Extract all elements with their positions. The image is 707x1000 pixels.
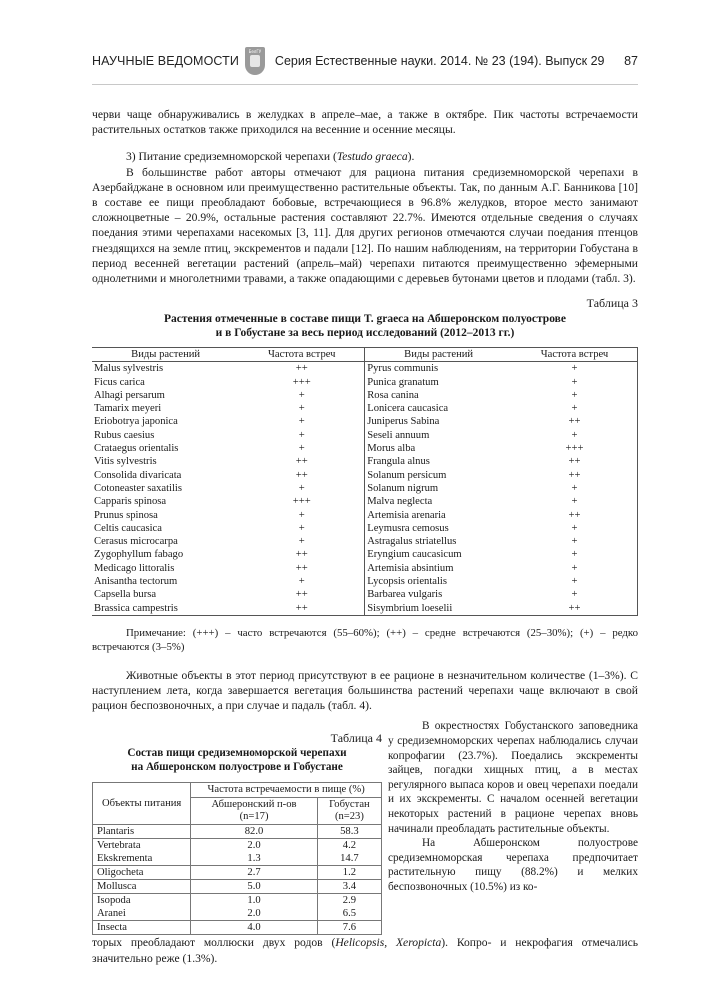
frequency-cell: + [239, 509, 364, 522]
species-cell: Cerasus microcarpa [94, 536, 178, 548]
species-cell: Leymusra cemosus [367, 522, 449, 534]
table4-diet [92, 782, 382, 935]
frequency-cell: ++ [239, 588, 364, 601]
frequency-cell: ++ [239, 562, 364, 575]
table-row [92, 588, 638, 601]
paragraph-1: черви чаще обнаруживались в желудках в апреле–мае, а также в октябре. Пик частоты встречаемости растительных остатков также приходился на весенние и осенние месяцы. [92, 108, 638, 137]
species-cell: Rubus caesius [94, 429, 155, 441]
paragraph-4: В окрестностях Гобустанского заповедника у средиземноморских черепах наблюдались случаи копрофагии (23.7%). Поедались экскременты зайцев, погадки хищных птиц, а в местах регулярного выпаса коров и овец черепахи поедали и их экскременты. С началом осенней вегетации некоторых растений в рационе черепах вновь начинали преобладать растительные объекты. [388, 720, 638, 835]
species-cell: Astragalus striatellus [367, 536, 457, 548]
col-header-objects: Объекты питания [93, 783, 191, 825]
table-row [92, 389, 638, 402]
percent-cell: 58.3 [317, 825, 381, 839]
frequency-cell: + [239, 442, 364, 455]
species-cell: Medicago littoralis [94, 562, 175, 574]
table3-note: Примечание: (+++) – часто встречаются (55–60%); (++) – средне встречаются (25–30%); (+) – редко встречаются (3–5%) [92, 626, 638, 653]
table4-block [92, 715, 382, 935]
frequency-cell: ++ [239, 362, 364, 376]
table4-title: Состав пищи средиземноморской черепахи на Абшеронском полуострове и Гобустане [127, 747, 347, 773]
section-heading: 3) Питание средиземноморской черепахи (Testudo graeca). [126, 150, 415, 164]
species-cell: Vitis sylvestris [94, 456, 157, 468]
species-cell: Frangula alnus [367, 456, 430, 468]
frequency-cell: +++ [239, 376, 364, 389]
right-column-text [382, 715, 638, 935]
page-number: 87 [624, 54, 638, 68]
frequency-cell: +++ [512, 442, 637, 455]
frequency-cell: ++ [512, 415, 637, 428]
table-row [92, 495, 638, 508]
frequency-cell: ++ [512, 469, 637, 482]
table-row [92, 442, 638, 455]
table-row [92, 429, 638, 442]
table-row [93, 866, 382, 880]
table-row [93, 880, 382, 894]
species-cell: Malus sylvestris [94, 363, 164, 375]
food-object-cell: Oligocheta [93, 866, 191, 880]
logo-caption: БелГУ [248, 49, 262, 54]
percent-cell: 6.5 [317, 907, 381, 921]
journal-title: НАУЧНЫЕ ВЕДОМОСТИ [92, 54, 239, 68]
food-object-cell: Aranei [93, 907, 191, 921]
percent-cell: 2.9 [317, 894, 381, 908]
frequency-cell: ++ [512, 602, 637, 616]
table-row [92, 455, 638, 468]
species-cell: Seseli annuum [367, 429, 430, 441]
species-cell: Malva neglecta [367, 496, 433, 508]
species-cell: Artemisia absintium [367, 562, 454, 574]
species-cell: Brassica campestris [92, 602, 239, 616]
frequency-cell: + [512, 376, 637, 389]
species-cell: Capsella bursa [94, 589, 157, 601]
frequency-cell: + [512, 495, 637, 508]
percent-cell: 4.0 [191, 921, 318, 935]
header-divider [92, 84, 638, 85]
rider-emblem-icon [250, 55, 260, 67]
running-header [92, 44, 638, 78]
percent-cell: 2.7 [191, 866, 318, 880]
frequency-cell: + [512, 575, 637, 588]
percent-cell: 5.0 [191, 880, 318, 894]
frequency-cell: + [239, 522, 364, 535]
frequency-cell: ++ [512, 455, 637, 468]
species-cell: Rosa canina [367, 389, 419, 401]
table-row [92, 482, 638, 495]
frequency-cell: ++ [239, 455, 364, 468]
frequency-cell: ++ [239, 469, 364, 482]
species-cell: Pyrus communis [367, 363, 439, 375]
col-header-species: Виды растений [365, 348, 512, 362]
food-object-cell: Mollusca [93, 880, 191, 894]
university-logo-icon [245, 47, 265, 75]
frequency-cell: + [512, 482, 637, 495]
food-object-cell: Insecta [93, 921, 191, 935]
species-cell: Barbarea vulgaris [367, 589, 443, 601]
percent-cell: 3.4 [317, 880, 381, 894]
frequency-cell: ++ [239, 548, 364, 561]
species-cell: Sisymbrium loeselii [365, 602, 512, 616]
species-cell: Anisantha tectorum [94, 575, 178, 587]
table-row [92, 548, 638, 561]
species-cell: Artemisia arenaria [367, 509, 446, 521]
table-row [92, 535, 638, 548]
species-cell: Lycopsis orientalis [367, 575, 447, 587]
two-column-section [92, 715, 638, 935]
percent-cell: 14.7 [317, 852, 381, 866]
frequency-cell: + [512, 535, 637, 548]
frequency-cell: ++ [512, 509, 637, 522]
frequency-cell: + [239, 575, 364, 588]
frequency-cell: + [239, 429, 364, 442]
table-row [92, 415, 638, 428]
col-header-frequency: Частота встреч [512, 348, 637, 362]
species-cell: Morus alba [367, 443, 416, 455]
percent-cell: 7.6 [317, 921, 381, 935]
table-row [92, 602, 638, 616]
series-info: Серия Естественные науки. 2014. № 23 (194). Выпуск 29 [274, 54, 605, 68]
species-cell: Consolida divaricata [94, 469, 182, 481]
percent-cell: 1.2 [317, 866, 381, 880]
table-row [92, 562, 638, 575]
food-object-cell: Isopoda [93, 894, 191, 908]
percent-cell: 1.3 [191, 852, 318, 866]
frequency-cell: +++ [239, 495, 364, 508]
species-cell: Eriobotrya japonica [94, 416, 178, 428]
percent-cell: 2.0 [191, 839, 318, 853]
table-row [92, 575, 638, 588]
paragraph-5: На Абшеронском полуострове средиземноморская черепаха предпочитает растительную пищу (88.2%) и мелких беспозвоночных (10.5%) из ко- [388, 837, 638, 894]
col-header-gobustan: Гобустан (n=23) [317, 798, 381, 825]
table-row [92, 402, 638, 415]
frequency-cell: + [239, 482, 364, 495]
species-cell: Cotoneaster saxatilis [94, 482, 182, 494]
frequency-cell: + [239, 535, 364, 548]
frequency-cell: + [512, 562, 637, 575]
frequency-cell: + [512, 402, 637, 415]
species-cell: Capparis spinosa [94, 496, 167, 508]
species-cell: Celtis caucasica [94, 522, 162, 534]
frequency-cell: ++ [239, 602, 364, 616]
table-row [93, 825, 382, 839]
table-row [92, 376, 638, 389]
species-cell: Eryngium caucasicum [367, 549, 462, 561]
species-cell: Zygophyllum fabago [94, 549, 184, 561]
table3-title: Растения отмеченные в составе пищи T. graeca на Абшеронском полуострове и в Гобустане за весь период исследований (2012–2013 гг.) [163, 313, 566, 340]
percent-cell: 4.2 [317, 839, 381, 853]
frequency-cell: + [239, 389, 364, 402]
species-cell: Lonicera caucasica [367, 403, 449, 415]
food-object-cell: Plantaris [93, 825, 191, 839]
col-header-frequency: Частота встреч [239, 348, 364, 362]
food-object-cell: Vertebrata [93, 839, 191, 853]
frequency-cell: + [512, 362, 637, 376]
table-row [92, 522, 638, 535]
table3-plants [92, 347, 638, 616]
percent-cell: 2.0 [191, 907, 318, 921]
species-cell: Juniperus Sabina [367, 416, 440, 428]
table-row [92, 509, 638, 522]
table-row [93, 894, 382, 908]
journal-page [92, 44, 638, 966]
frequency-cell: + [239, 415, 364, 428]
table-row [93, 839, 382, 853]
percent-cell: 1.0 [191, 894, 318, 908]
table-row [93, 852, 382, 866]
species-cell: Solanum persicum [367, 469, 447, 481]
species-cell: Solanum nigrum [367, 482, 439, 494]
table4-label: Таблица 4 [330, 731, 382, 746]
col-header-absheron: Абшеронский п-ов (n=17) [191, 798, 318, 825]
table-row [92, 469, 638, 482]
paragraph-2: В большинстве работ авторы отмечают для рациона питания средиземноморской черепахи в Азербайджане в основном или преимущественно растительные объекты. Так, по данным А.Г. Банникова [10] в составе ее пищи преобладают бобовые, встречающиеся в 96.8% желудков, второе место занимают сложноцветные – 20.9%, остальные растения составляют 22.7%. Имеются отдельные сведения о случаях поедания этими черепахами насекомых [3, 11]. Для других регионов отмечаются случаи поедания птенцов гнездящихся на земле птиц, экскрементов и падали [12]. По нашим наблюдениям, на территории Гобустана в период весенней вегетации растений (апрель–май) черепахи питаются преимущественно эфемерными однолетними и многолетними травами, а также опадающими с деревьев бутонами цветов и плодами (табл. 3). [92, 165, 638, 286]
percent-cell: 82.0 [191, 825, 318, 839]
col-header-frequency: Частота встречаемости в пище (%) [191, 783, 382, 798]
col-header-species: Виды растений [92, 348, 239, 362]
frequency-cell: + [512, 522, 637, 535]
table-row [93, 921, 382, 935]
species-cell: Crataegus orientalis [94, 443, 179, 455]
frequency-cell: + [239, 402, 364, 415]
species-cell: Tamarix meyeri [94, 403, 162, 415]
paragraph-5-continued: торых преобладают моллюски двух родов (Helicopsis, Xeropicta). Копро- и некрофагия отмечались значительно реже (1.3%). [92, 936, 639, 965]
species-cell: Ficus carica [94, 376, 145, 388]
table-row [93, 907, 382, 921]
table-row [92, 362, 638, 376]
frequency-cell: + [512, 429, 637, 442]
food-object-cell: Ekskrementa [93, 852, 191, 866]
species-cell: Alhagi persarum [94, 389, 165, 401]
table3-label: Таблица 3 [586, 296, 638, 311]
species-cell: Prunus spinosa [94, 509, 158, 521]
frequency-cell: + [512, 389, 637, 402]
paragraph-3: Животные объекты в этот период присутствуют в ее рационе в незначительном количестве (1–3%). С наступлением лета, когда завершается вегетация большинства растений черепахи чаще включают в свой рацион беспозвоночных, а при случае и падаль (табл. 4). [92, 668, 638, 713]
frequency-cell: + [512, 548, 637, 561]
species-cell: Punica granatum [367, 376, 439, 388]
frequency-cell: + [512, 588, 637, 601]
